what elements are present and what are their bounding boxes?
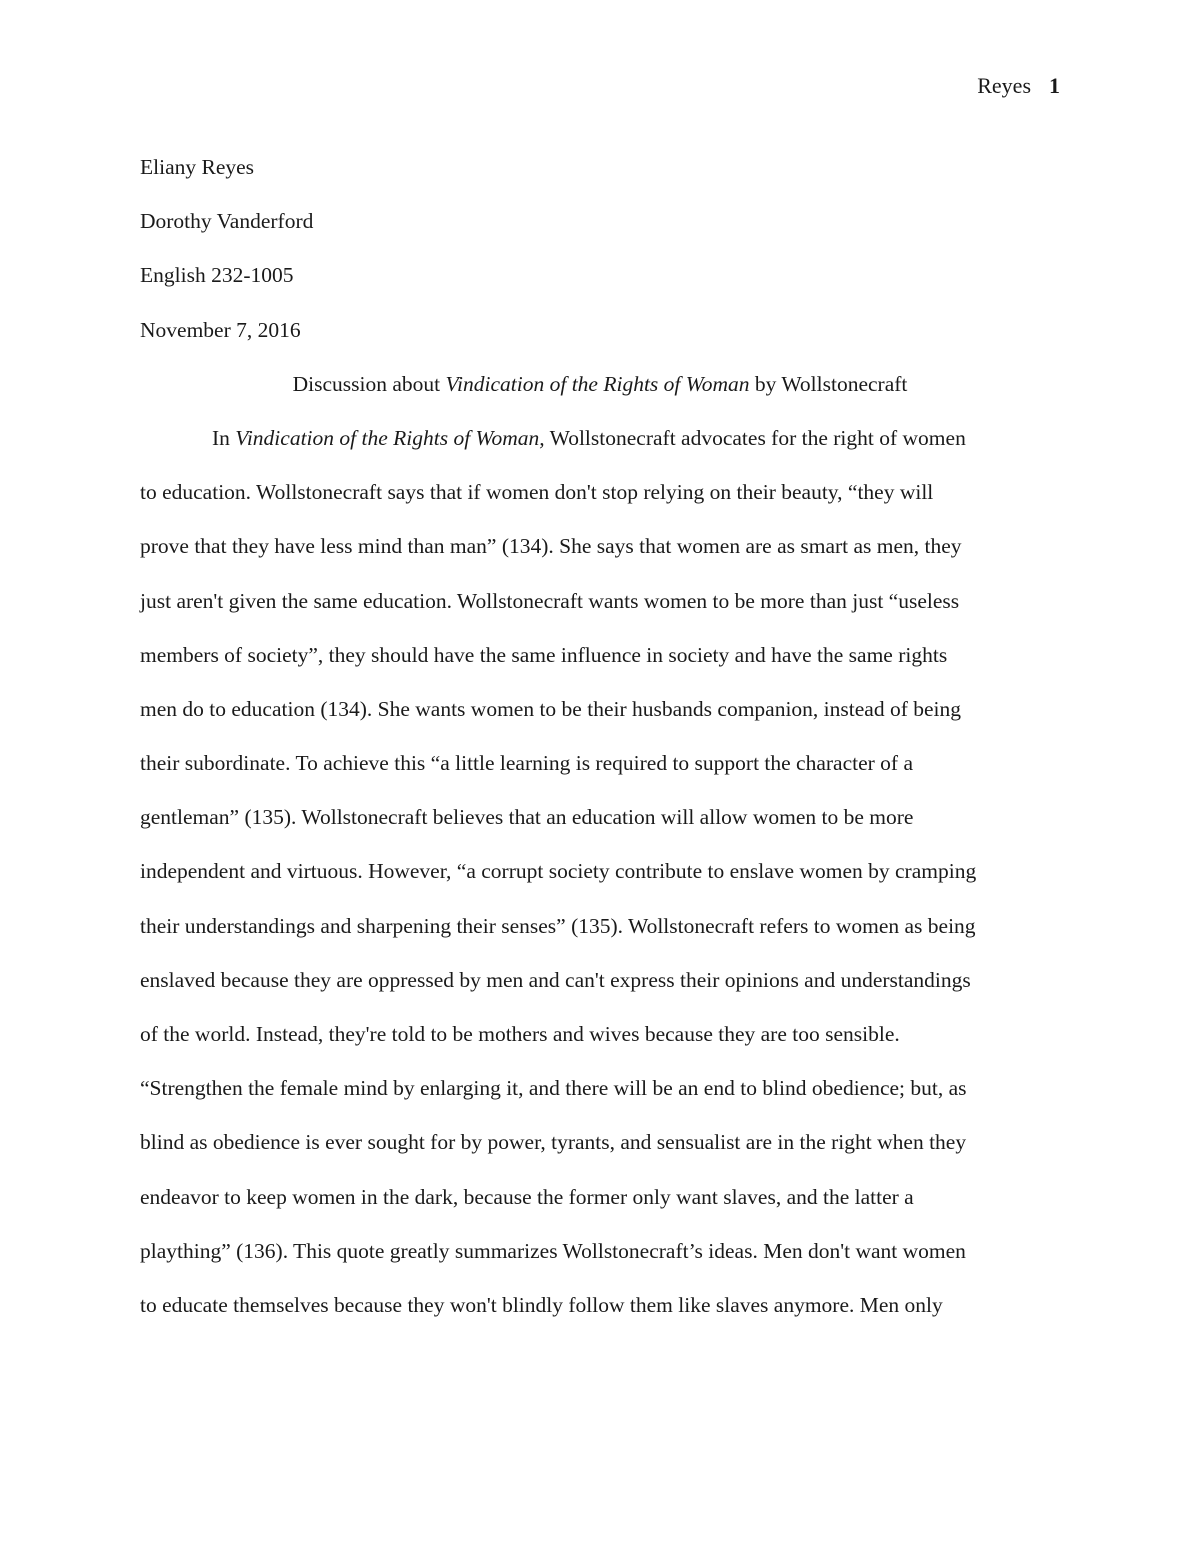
paragraph-line: plaything” (136). This quote greatly summarizes Wollstonecraft’s ideas. Men don't want women xyxy=(140,1238,966,1263)
paragraph-first-line xyxy=(140,411,1060,465)
paragraph-line: to educate themselves because they won't blindly follow them like slaves anymore. Men only xyxy=(140,1292,943,1317)
paragraph-line: of the world. Instead, they're told to be mothers and wives because they are too sensible. xyxy=(140,1022,900,1046)
paragraph-line: prove that they have less mind than man” (134). She says that women are as smart as men, they xyxy=(140,534,962,559)
paragraph-line: just aren't given the same education. Wollstonecraft wants women to be more than just “useless xyxy=(140,588,960,613)
paragraph-line: gentleman” (135). Wollstonecraft believes that an education will allow women to be more xyxy=(140,805,914,830)
paragraph-line: blind as obedience is ever sought for by power, tyrants, and sensualist are in the right when they xyxy=(140,1130,967,1155)
header-page-number: 1 xyxy=(1049,73,1060,98)
first-line-work: Vindication of the Rights of Woman, xyxy=(235,425,545,450)
document-body xyxy=(140,140,1060,1332)
first-line-prefix: In xyxy=(212,425,236,450)
title-suffix: by Wollstonecraft xyxy=(749,371,908,396)
running-header xyxy=(977,70,1060,102)
paragraph-line: endeavor to keep women in the dark, because the former only want slaves, and the latter a xyxy=(140,1184,914,1209)
paragraph-line: enslaved because they are oppressed by men and can't express their opinions and understandings xyxy=(140,967,971,992)
student-name: Eliany Reyes xyxy=(140,155,255,179)
header-surname: Reyes xyxy=(977,73,1031,98)
document-date: November 7, 2016 xyxy=(140,317,301,342)
paragraph-line: members of society”, they should have the same influence in society and have the same rights xyxy=(140,642,948,667)
paragraph-line: their subordinate. To achieve this “a little learning is required to support the character of a xyxy=(140,751,914,776)
essay-title xyxy=(140,357,1060,411)
paragraph-line: to education. Wollstonecraft says that if women don't stop relying on their beauty, “they will xyxy=(140,480,934,505)
paragraph-line: “Strengthen the female mind by enlarging it, and there will be an end to blind obedience; but, as xyxy=(140,1076,967,1101)
paragraph-line: independent and virtuous. However, “a corrupt society contribute to enslave women by cramping xyxy=(140,859,977,884)
instructor-name: Dorothy Vanderford xyxy=(140,209,314,234)
title-prefix: Discussion about xyxy=(292,371,446,396)
paragraph-line: men do to education (134). She wants women to be their husbands companion, instead of being xyxy=(140,696,962,721)
title-work: Vindication of the Rights of Woman xyxy=(445,371,750,396)
first-line-rest: Wollstonecraft advocates for the right of women xyxy=(544,425,966,450)
paragraph-line: their understandings and sharpening their senses” (135). Wollstonecraft refers to women as being xyxy=(140,913,976,938)
course-name: English 232-1005 xyxy=(140,263,294,288)
